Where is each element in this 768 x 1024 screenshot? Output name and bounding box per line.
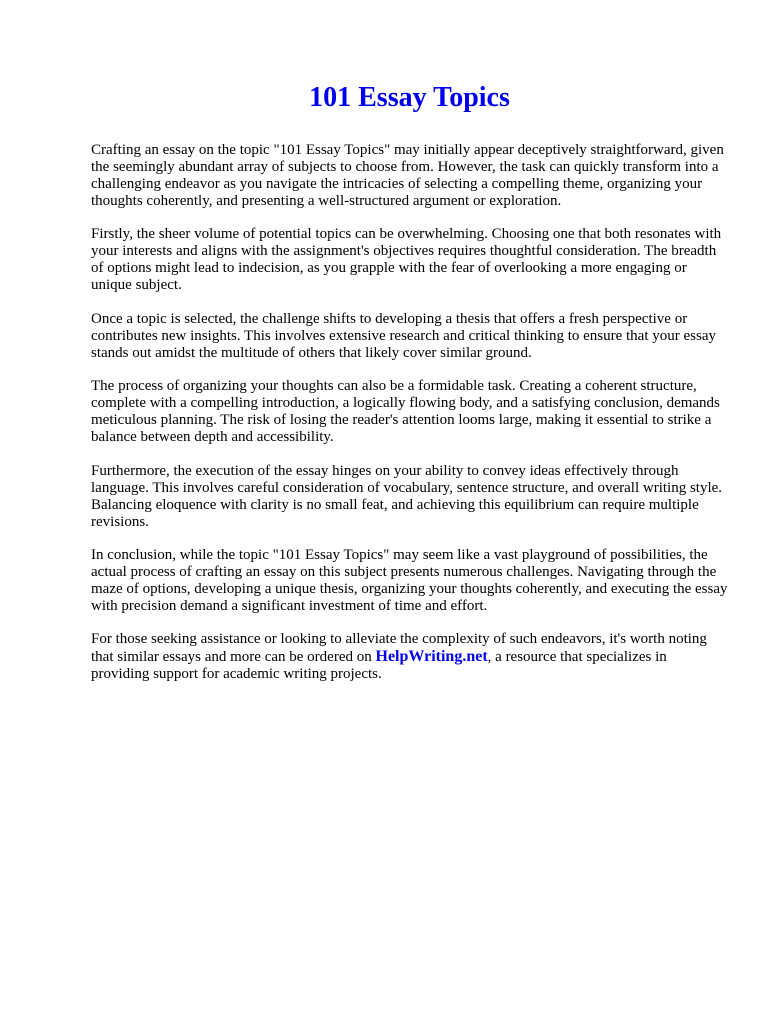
essay-body — [91, 142, 728, 683]
paragraph-1: Crafting an essay on the topic "101 Essay Topics" may initially appear deceptively straightforward, given the seemingly abundant array of subjects to choose from. However, the task can quickly transform into a challenging endeavor as you navigate the intricacies of selecting a compelling theme, organizing your thoughts coherently, and presenting a well-structured argument or exploration. — [91, 142, 724, 209]
paragraph-4: The process of organizing your thoughts can also be a formidable task. Creating a coherent structure, complete with a compelling introduction, a logically flowing body, and a satisfying conclusion, demands meticulous planning. The risk of losing the reader's attention looms large, making it essential to strike a balance between depth and accessibility. — [91, 378, 720, 446]
paragraph-7 — [91, 631, 728, 683]
paragraph-2: Firstly, the sheer volume of potential topics can be overwhelming. Choosing one that both resonates with your interests and aligns with the assignment's objectives requires thoughtful consideration. The breadth of options might lead to indecision, as you grapple with the fear of overlooking a more engaging or unique subject. — [91, 226, 722, 294]
page-title: 101 Essay Topics — [309, 82, 510, 113]
paragraph-3: Once a topic is selected, the challenge shifts to developing a thesis that offers a fresh perspective or contributes new insights. This involves extensive research and critical thinking to ensure that your essay stands out amidst the multitude of others that likely cover similar ground. — [91, 310, 716, 361]
paragraph-5: Furthermore, the execution of the essay hinges on your ability to convey ideas effectively through language. This involves careful consideration of vocabulary, sentence structure, and overall writing style. Balancing eloquence with clarity is no small feat, and achieving this equilibrium can require multiple revisions. — [91, 462, 723, 530]
helpwriting-link[interactable]: HelpWriting.net — [375, 648, 488, 666]
final-paragraph-lead: For those seeking assistance or looking to alleviate the complexity of such endeavors, it's worth noting that similar essays and more can be ordered on — [91, 631, 707, 666]
final-paragraph-tail: , a resource that specializes in providing support for academic writing projects. — [91, 649, 667, 683]
paragraph-6: In conclusion, while the topic "101 Essay Topics" may seem like a vast playground of possibilities, the actual process of crafting an essay on this subject presents numerous challenges. Navigating through the maze of options, developing a unique thesis, organizing your thoughts coherently, and executing the essay with precision demand a significant investment of time and effort. — [91, 546, 728, 614]
